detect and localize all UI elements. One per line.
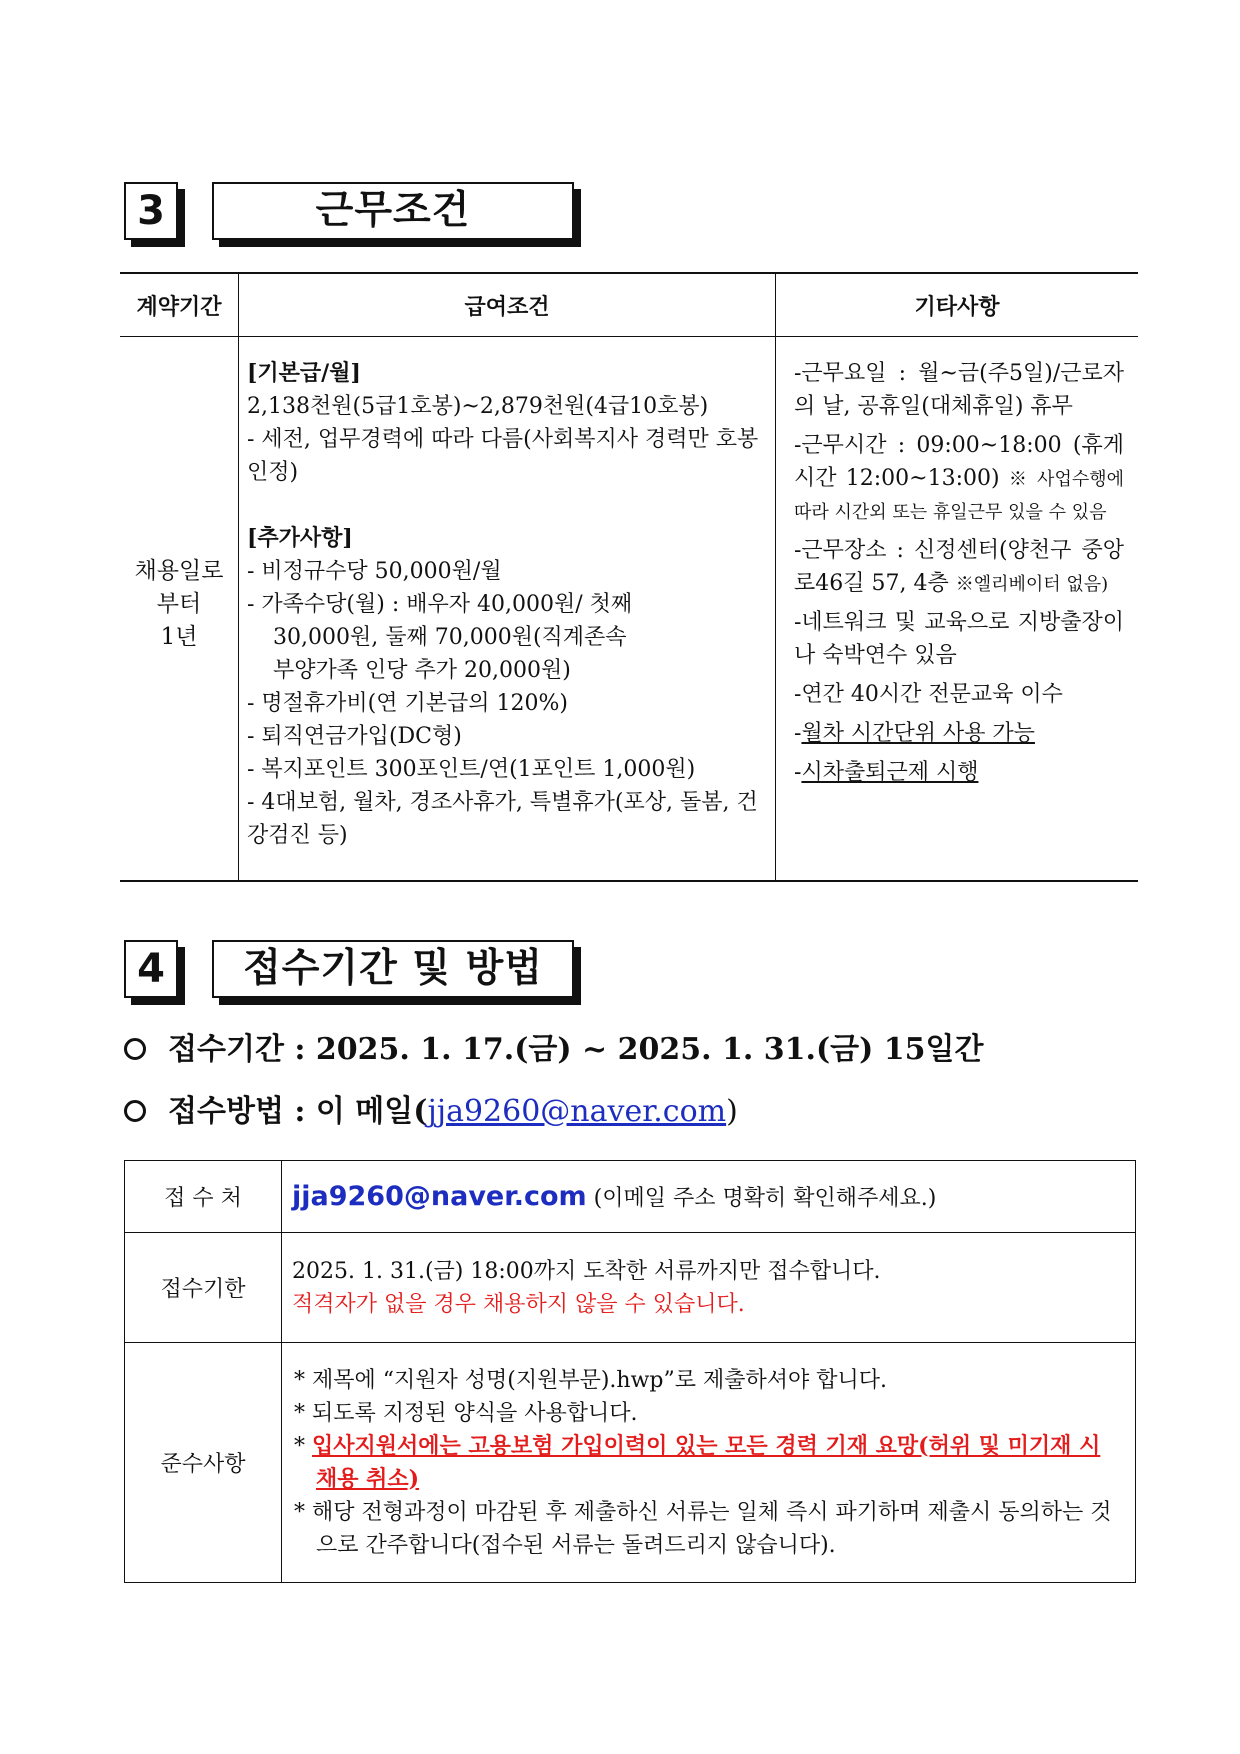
rule-item-important bbox=[294, 1430, 1123, 1496]
section-number: 4 bbox=[124, 940, 178, 998]
extra-item: 부양가족 인당 추가 20,000원) bbox=[273, 658, 571, 683]
hourly-leave-block bbox=[794, 717, 1124, 750]
extra-item: - 가족수당(월) : 배우자 40,000원/ 첫째 bbox=[247, 592, 633, 617]
extra-heading: [추가사항] bbox=[247, 525, 353, 551]
base-pay-range: 2,138천원(5급1호봉)~2,879천원(4급10호봉) bbox=[247, 394, 709, 419]
rules-label: 준수사항 bbox=[125, 1343, 282, 1583]
hourly-leave: 월차 시간단위 사용 가능 bbox=[801, 721, 1035, 746]
table-row bbox=[125, 1161, 1136, 1233]
section-number: 3 bbox=[124, 182, 178, 240]
rule-important-text: 입사지원서에는 고용보험 가입이력이 있는 모든 경력 기재 요망(허위 및 미기재 시 채용 취소) bbox=[312, 1432, 1101, 1492]
asterisk: * bbox=[294, 1433, 312, 1459]
email-link[interactable]: jja9260@naver.com bbox=[427, 1094, 727, 1129]
extra-item: - 복지포인트 300포인트/연(1포인트 1,000원) bbox=[247, 757, 696, 782]
application-method-label: 접수방법 : 이 메일( bbox=[168, 1094, 428, 1129]
application-period-text: 접수기간 : 2025. 1. 17.(금) ~ 2025. 1. 31.(금) 15일간 bbox=[168, 1032, 984, 1067]
extra-item: - 퇴직연금가입(DC형) bbox=[247, 724, 462, 749]
section-title: 접수기간 및 방법 bbox=[212, 940, 574, 998]
application-table bbox=[124, 1160, 1136, 1583]
period-line: 채용일로 bbox=[134, 558, 224, 584]
flex-time-block bbox=[794, 756, 1124, 789]
application-period bbox=[124, 1024, 983, 1068]
extra-item: - 비정규수당 50,000원/월 bbox=[247, 559, 502, 584]
base-pay-note: - 세전, 업무경력에 따라 다름(사회복지사 경력만 호봉인정) bbox=[247, 427, 759, 485]
circle-bullet-icon bbox=[124, 1038, 146, 1060]
work-hours: -근무시간 : 09:00~18:00 (휴게시간 12:00~13:00) bbox=[794, 433, 1124, 491]
application-method bbox=[124, 1086, 738, 1130]
deadline-label: 접수기한 bbox=[125, 1233, 282, 1343]
extra-item: - 4대보험, 월차, 경조사휴가, 특별휴가(포상, 돌봄, 건강검진 등) bbox=[247, 790, 758, 848]
extra-item: - 명절휴가비(연 기본급의 120%) bbox=[247, 691, 568, 716]
rule-item: * 해당 전형과정이 마감된 후 제출하신 서류는 일체 즉시 파기하며 제출시 동의하는 것으로 간주합니다(접수된 서류는 돌려드리지 않습니다). bbox=[294, 1499, 1112, 1558]
work-days: -근무요일 : 월~금(주5일)/근로자의 날, 공휴일(대체휴일) 휴무 bbox=[794, 361, 1124, 419]
extra-item: 30,000원, 둘째 70,000원(직계존속 bbox=[273, 625, 627, 650]
flex-time: 시차출퇴근제 시행 bbox=[801, 760, 979, 785]
salary-cell bbox=[239, 337, 776, 882]
deadline-text: 2025. 1. 31.(금) 18:00까지 도착한 서류까지만 접수합니다. bbox=[292, 1258, 881, 1284]
work-terms-table bbox=[120, 272, 1138, 882]
rule-item: * 제목에 “지원자 성명(지원부문).hwp”로 제출하셔야 합니다. bbox=[294, 1367, 887, 1393]
period-line: 1년 bbox=[160, 624, 198, 650]
deadline-warning: 적격자가 없을 경우 채용하지 않을 수 있습니다. bbox=[292, 1291, 745, 1317]
contract-period-cell bbox=[120, 337, 239, 882]
header-etc: 기타사항 bbox=[776, 273, 1139, 337]
work-hours-block bbox=[794, 429, 1124, 528]
etc-cell bbox=[776, 337, 1139, 882]
deadline-cell bbox=[282, 1233, 1136, 1343]
table-row bbox=[125, 1233, 1136, 1343]
work-hours-note: ※ 사업수행에 따라 시간외 또는 휴일근무 있을 수 있음 bbox=[794, 469, 1124, 523]
dash: - bbox=[794, 721, 802, 746]
recipient-cell bbox=[282, 1161, 1136, 1233]
work-place: -근무장소 : 신정센터(양천구 중앙로46길 57, 4층 bbox=[794, 538, 1124, 596]
section-title: 근무조건 bbox=[212, 182, 574, 240]
work-place-note: ※엘리베이터 없음) bbox=[955, 574, 1109, 595]
work-place-block bbox=[794, 534, 1124, 600]
table-row bbox=[125, 1343, 1136, 1583]
circle-bullet-icon bbox=[124, 1100, 146, 1122]
period-line: 부터 bbox=[156, 591, 202, 617]
rules-cell bbox=[282, 1343, 1136, 1583]
recipient-note: (이메일 주소 명확히 확인해주세요.) bbox=[593, 1186, 937, 1211]
network-training: -네트워크 및 교육으로 지방출장이나 숙박연수 있음 bbox=[794, 610, 1124, 668]
base-pay-heading: [기본급/월] bbox=[247, 360, 361, 386]
annual-training: -연간 40시간 전문교육 이수 bbox=[794, 682, 1063, 707]
rule-item: * 되도록 지정된 양식을 사용합니다. bbox=[294, 1400, 638, 1426]
recipient-email[interactable]: jja9260@naver.com bbox=[292, 1181, 587, 1212]
close-paren: ) bbox=[726, 1094, 738, 1129]
header-contract-period: 계약기간 bbox=[120, 273, 239, 337]
recipient-label: 접 수 처 bbox=[125, 1161, 282, 1233]
header-salary: 급여조건 bbox=[239, 273, 776, 337]
dash: - bbox=[794, 760, 802, 785]
